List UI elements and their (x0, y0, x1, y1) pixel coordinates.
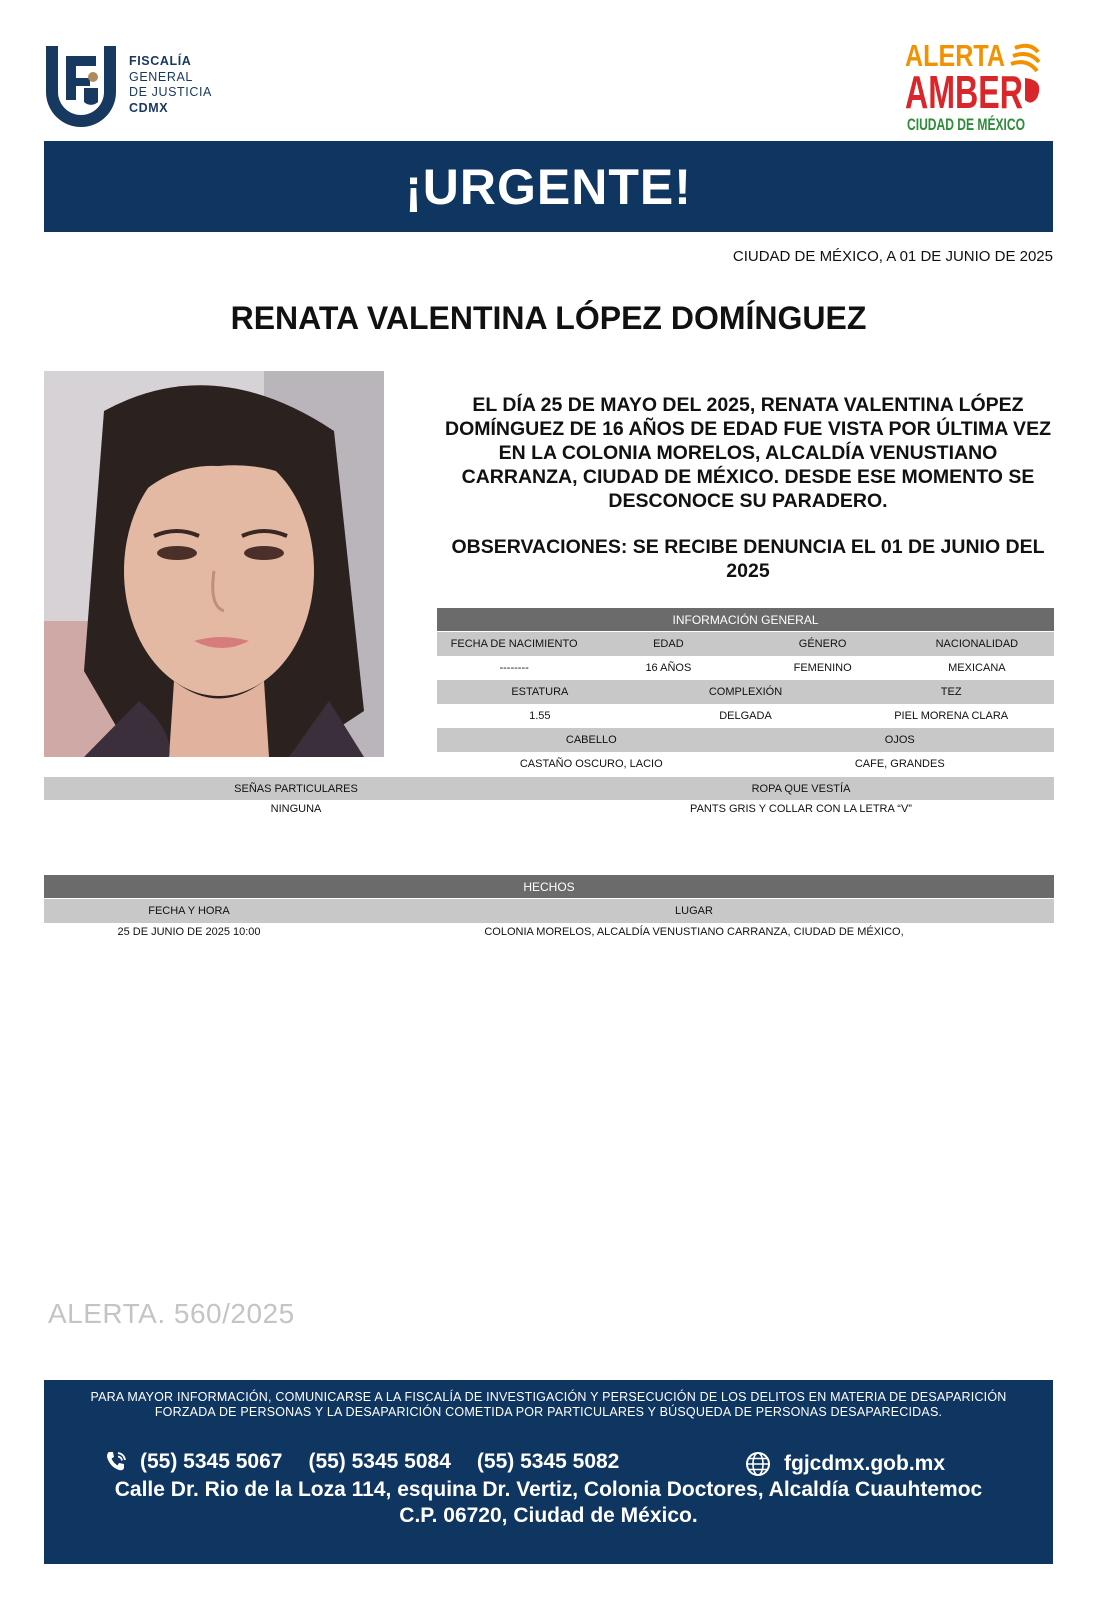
value-nationality: MEXICANA (948, 662, 1006, 674)
general-info-value-row-3 (437, 752, 1054, 776)
facts-header-row (44, 899, 1054, 923)
header-place: LUGAR (675, 905, 713, 917)
header-hair: CABELLO (565, 734, 617, 746)
org-line-1: FISCALÍA (129, 54, 192, 68)
footer (44, 1380, 1053, 1564)
org-line-2: GENERAL (129, 69, 193, 84)
org-line-4: CDMX (129, 100, 169, 115)
person-name: RENATA VALENTINA LÓPEZ DOMÍNGUEZ (230, 300, 867, 336)
value-hair: CASTAÑO OSCURO, LACIO (519, 758, 663, 770)
urgent-banner (44, 141, 1053, 232)
value-gender: FEMENINO (793, 662, 852, 674)
website-link[interactable]: fgjcdmx.gob.mx (784, 1452, 946, 1475)
general-info-header-row-1 (437, 632, 1054, 656)
address-line-2: C.P. 06720, Ciudad de México. (399, 1504, 698, 1527)
org-line-3: DE JUSTICIA (129, 85, 212, 99)
phone-numbers (104, 1450, 645, 1474)
footer-info (44, 1390, 1053, 1420)
facts-value-row (44, 923, 1054, 941)
general-info-title (437, 608, 1054, 631)
value-distinguishing-marks: NINGUNA (270, 803, 322, 815)
amber-logo-line2: AMBER (905, 66, 1023, 118)
header-build: COMPLEXIÓN (708, 686, 783, 698)
footer-info-line-1: PARA MAYOR INFORMACIÓN, COMUNICARSE A LA FISCALÍA DE INVESTIGACIÓN Y PERSECUCIÓN DE LOS DELITOS EN MATERIA DE DESAPARICIÓN (90, 1390, 1007, 1404)
header-birthdate: FECHA DE NACIMIENTO (450, 638, 578, 650)
facts-title (44, 875, 1054, 898)
value-date-time: 25 DE JUNIO DE 2025 10:00 (117, 926, 261, 938)
general-info-value-row-1 (437, 656, 1054, 680)
header-age: EDAD (653, 638, 684, 650)
facts-title-text: HECHOS (523, 879, 575, 894)
features-header-row (44, 777, 1054, 800)
person-photo (44, 371, 384, 757)
header-distinguishing-marks: SEÑAS PARTICULARES (234, 782, 358, 795)
observations-text: OBSERVACIONES: SE RECIBE DENUNCIA EL 01 DE JUNIO DEL 2025 (451, 536, 1045, 582)
alerta-amber-logo (905, 38, 1055, 134)
header-eyes: OJOS (884, 734, 915, 746)
header-complexion: TEZ (940, 686, 962, 698)
features-value-row (44, 800, 1054, 818)
header-nationality: NACIONALIDAD (935, 638, 1019, 650)
phone-number-2[interactable]: (55) 5345 5084 (308, 1450, 451, 1473)
website (744, 1450, 945, 1478)
amber-logo-line3: CIUDAD DE MÉXICO (907, 115, 1025, 134)
value-age: 16 AÑOS (645, 662, 692, 674)
urgent-title: ¡URGENTE! (405, 158, 692, 215)
header-gender: GÉNERO (798, 638, 847, 650)
general-info-header-row-2 (437, 680, 1054, 704)
value-complexion: PIEL MORENA CLARA (894, 710, 1009, 722)
phone-number-3[interactable]: (55) 5345 5082 (476, 1450, 620, 1473)
org-name (129, 54, 212, 116)
phone-icon (104, 1450, 128, 1474)
date-line: CIUDAD DE MÉXICO, A 01 DE JUNIO DE 2025 (732, 248, 1053, 265)
phone-number-1[interactable]: (55) 5345 5067 (140, 1450, 283, 1473)
fgj-logo (44, 44, 119, 126)
header-date-time: FECHA Y HORA (148, 905, 230, 917)
amber-logo-line1: ALERTA (905, 38, 1005, 73)
globe-icon (744, 1450, 772, 1478)
general-info-value-row-2 (437, 704, 1054, 728)
value-build: DELGADA (719, 710, 772, 722)
header-height: ESTATURA (511, 686, 569, 698)
footer-info-line-2: FORZADA DE PERSONAS Y LA DESAPARICIÓN COMETIDA POR PARTICULARES Y BÚSQUEDA DE PERSONAS DESAPARECIDAS. (154, 1405, 943, 1419)
value-height: 1.55 (529, 710, 551, 722)
value-birthdate: -------- (499, 662, 529, 674)
general-info-header-row-3 (437, 728, 1054, 752)
alert-number: ALERTA. 560/2025 (48, 1298, 295, 1329)
value-place: COLONIA MORELOS, ALCALDÍA VENUSTIANO CARRANZA, CIUDAD DE MÉXICO, (484, 926, 904, 938)
description-text: EL DÍA 25 DE MAYO DEL 2025, RENATA VALENTINA LÓPEZ DOMÍNGUEZ DE 16 AÑOS DE EDAD FUE VISTA POR ÚLTIMA VEZ EN LA COLONIA MORELOS, ALCALDÍA VENUSTIANO CARRANZA, CIUDAD DE MÉXICO. DESDE ESE MOMENTO SE DESCONOCE SU PARADERO. (445, 394, 1051, 512)
value-eyes: CAFE, GRANDES (854, 758, 945, 770)
general-info-title-text: INFORMACIÓN GENERAL (672, 612, 819, 627)
address-line-1: Calle Dr. Rio de la Loza 114, esquina Dr. Vertiz, Colonia Doctores, Alcaldía Cuauhtemoc (114, 1478, 983, 1501)
header-clothing: ROPA QUE VESTÍA (751, 782, 851, 795)
value-clothing: PANTS GRIS Y COLLAR CON LA LETRA “V” (690, 803, 912, 815)
